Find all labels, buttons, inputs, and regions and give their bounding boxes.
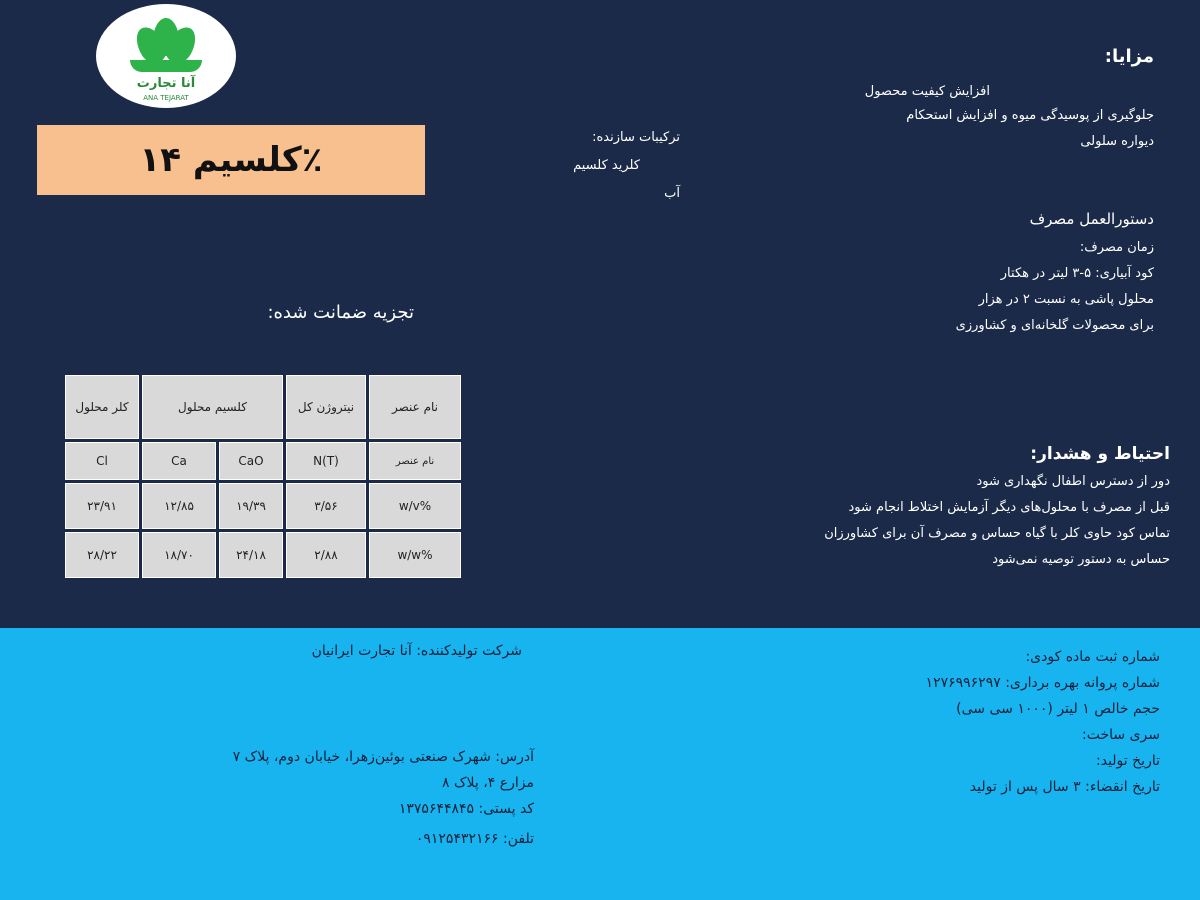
caution-item: دور از دسترس اطفال نگهداری شود: [976, 474, 1170, 489]
manufacturer-line: شرکت تولیدکننده: آنا تجارت ایرانیان: [311, 643, 522, 659]
table-header: نیتروژن کل: [286, 375, 366, 439]
table-cell: ۲۳/۹۱: [65, 483, 139, 529]
table-cell: Ca: [142, 442, 216, 480]
bottom-panel: [0, 628, 1200, 900]
table-cell: w/w%: [369, 532, 461, 578]
usage-heading: دستورالعمل مصرف: [1029, 210, 1154, 228]
address-line: آدرس: شهرک صنعتی بوئین‌زهرا، خیابان دوم، پلاک ۷: [232, 749, 534, 765]
table-cell: ۱۲/۸۵: [142, 483, 216, 529]
table-header: کلر محلول: [65, 375, 139, 439]
table-cell: ۲/۸۸: [286, 532, 366, 578]
benefit-item: دیواره سلولی: [1080, 134, 1154, 149]
batch-line: سری ساخت:: [1082, 727, 1160, 743]
table-cell: ۲۴/۱۸: [219, 532, 283, 578]
product-title-box: [37, 125, 425, 195]
usage-item: محلول پاشی به نسبت ۲ در هزار: [978, 292, 1154, 307]
table-cell: ۳/۵۶: [286, 483, 366, 529]
logo-text: آنا تجارت: [136, 76, 196, 91]
license-line: شماره پروانه بهره برداری: ۱۲۷۶۹۹۶۲۹۷: [925, 675, 1160, 691]
usage-item: کود آبیاری: ۵-۳ لیتر در هکتار: [1000, 266, 1154, 281]
usage-item: زمان مصرف:: [1079, 240, 1154, 255]
table-cell: ۱۹/۳۹: [219, 483, 283, 529]
logo-base: [130, 60, 202, 72]
expiry-line: تاریخ انقضاء: ۳ سال پس از تولید: [969, 779, 1160, 795]
composition-item: آب: [664, 186, 680, 201]
usage-item: برای محصولات گلخانه‌ای و کشاورزی: [955, 318, 1154, 333]
table-cell: Cl: [65, 442, 139, 480]
postal-code-line: کد پستی: ۱۳۷۵۶۴۴۸۴۵: [398, 801, 534, 817]
table-header: کلسیم محلول: [142, 375, 283, 439]
caution-item: حساس به دستور توصیه نمی‌شود: [992, 552, 1170, 567]
logo-subtext: ANA TEJARAT: [143, 94, 189, 102]
benefit-item: افزایش کیفیت محصول: [864, 84, 990, 99]
analysis-table: [62, 372, 464, 581]
address-line: مزارع ۴، پلاک ۸: [442, 775, 534, 791]
composition-heading: ترکیبات سازنده:: [592, 130, 680, 145]
volume-line: حجم خالص ۱ لیتر (۱۰۰۰ سی سی): [956, 701, 1160, 717]
caution-heading: احتیاط و هشدار:: [1030, 444, 1170, 464]
caution-item: قبل از مصرف با محلول‌های دیگر آزمایش اختلاط انجام شود: [848, 500, 1170, 515]
table-cell: CaO: [219, 442, 283, 480]
phone-line: تلفن: ۰۹۱۲۵۴۳۲۱۶۶: [415, 831, 534, 847]
product-title: کلسیم ۱۴٪: [139, 140, 323, 180]
table-cell: نام عنصر: [369, 442, 461, 480]
composition-item: کلرید کلسیم: [573, 158, 640, 173]
table-cell: w/v%: [369, 483, 461, 529]
benefit-item: جلوگیری از پوسیدگی میوه و افزایش استحکام: [906, 108, 1154, 123]
benefits-heading: مزایا:: [1104, 46, 1154, 67]
brand-logo: [96, 4, 236, 108]
table-cell: N(T): [286, 442, 366, 480]
table-cell: ۱۸/۷۰: [142, 532, 216, 578]
production-date-line: تاریخ تولید:: [1096, 753, 1160, 769]
table-cell: ۲۸/۲۲: [65, 532, 139, 578]
table-header: نام عنصر: [369, 375, 461, 439]
analysis-heading: تجزیه ضمانت شده:: [267, 302, 414, 323]
registration-line: شماره ثبت ماده کودی:: [1025, 649, 1160, 665]
caution-item: تماس کود حاوی کلر با گیاه حساس و مصرف آن برای کشاورزان: [824, 526, 1170, 541]
